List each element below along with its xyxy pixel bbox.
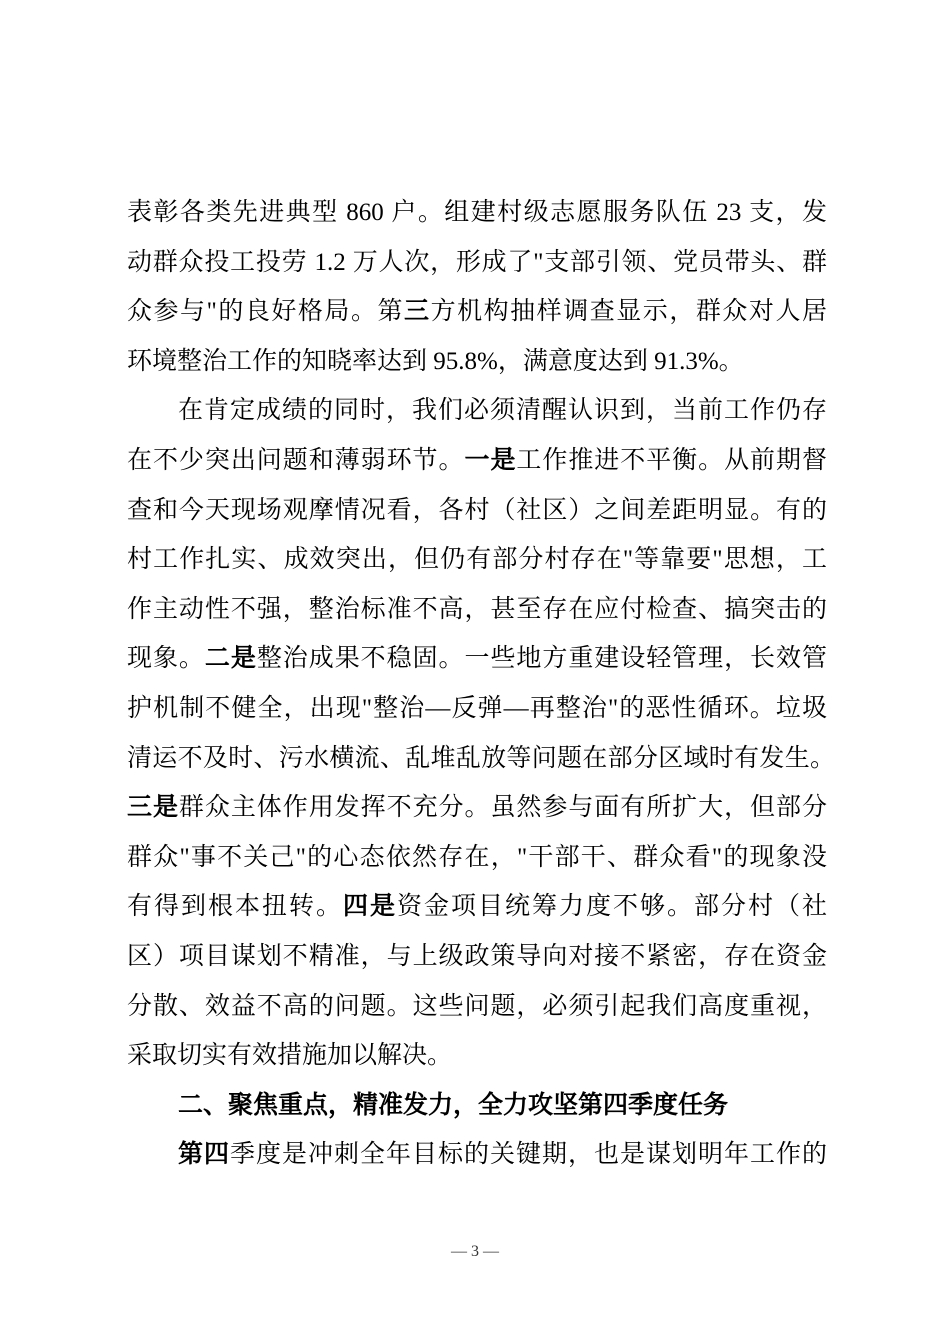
text-segment: 整治成果不稳固。一些地方重建设轻管理，长效管 <box>256 645 827 673</box>
text-line <box>127 1081 827 1131</box>
text-segment: 区）项目谋划不精准，与上级政策导向对接不紧密，存在资金 <box>127 942 827 970</box>
text-line <box>127 535 827 585</box>
text-segment: 环境整治工作的知晓率达到 95.8%，满意度达到 91.3%。 <box>127 347 744 375</box>
text-line <box>127 783 827 833</box>
text-segment: 表彰各类先进典型 860 户。组建村级志愿服务队伍 23 支，发 <box>127 199 827 226</box>
text-line <box>127 634 827 684</box>
text-segment: 查和今天现场观摩情况看，各村（社区）之间差距明显。有的 <box>127 496 827 524</box>
text-segment: 在不少突出问题和薄弱环节。 <box>127 446 465 474</box>
text-line <box>127 188 827 238</box>
text-segment: 在肯定成绩的同时，我们必须清醒认识到，当前工作仍存 <box>178 397 827 425</box>
text-line <box>127 982 827 1032</box>
bold-text-segment: 第四 <box>178 1141 230 1169</box>
bold-text-segment: 三是 <box>127 794 179 822</box>
text-segment: 采取切实有效措施加以解决。 <box>127 1042 453 1070</box>
text-line <box>127 882 827 932</box>
text-line <box>127 386 827 436</box>
bold-text-segment: 二是 <box>204 645 257 673</box>
text-segment: 季度是冲刺全年目标的关键期，也是谋划明年工作的 <box>230 1141 827 1169</box>
text-line <box>127 337 827 387</box>
text-segment: 工作推进不平衡。从前期督 <box>516 446 827 474</box>
text-segment: 现象。 <box>127 645 205 673</box>
text-segment: 有得到根本扭转。 <box>127 893 343 921</box>
text-segment: 护机制不健全，出现"整治—反弹—再整治"的恶性循环。垃圾 <box>127 694 827 722</box>
bold-text-segment: 四是 <box>343 893 397 921</box>
text-line <box>127 1031 827 1081</box>
text-line <box>127 833 827 883</box>
text-line <box>127 238 827 288</box>
bold-text-segment: 二、聚焦重点，精准发力，全力攻坚第四季度任务 <box>178 1091 729 1119</box>
text-line <box>127 287 827 337</box>
text-line <box>127 486 827 536</box>
text-segment: 动群众投工投劳 1.2 万人次，形成了"支部引领、党员带头、群 <box>127 248 827 276</box>
text-line <box>127 684 827 734</box>
text-segment: 群众主体作用发挥不充分。虽然参与面有所扩大，但部分 <box>178 794 827 822</box>
text-segment: 群众"事不关己"的心态依然存在，"干部干、群众看"的现象没 <box>127 843 827 871</box>
bold-text-segment: 三 <box>404 298 431 326</box>
text-line <box>127 436 827 486</box>
text-segment: 资金项目统筹力度不够。部分村（社 <box>397 893 827 921</box>
text-segment: 分散、效益不高的问题。这些问题，必须引起我们高度重视， <box>127 992 827 1020</box>
text-segment: 作主动性不强，整治标准不高，甚至存在应付检查、搞突击的 <box>127 595 827 623</box>
text-segment: 方机构抽样调查显示，群众对人居 <box>430 298 827 326</box>
text-segment: 村工作扎实、成效突出，但仍有部分村存在"等靠要"思想，工 <box>127 546 827 574</box>
text-line <box>127 585 827 635</box>
text-segment: 众参与"的良好格局。第 <box>127 298 405 326</box>
bold-text-segment: 一是 <box>464 446 517 474</box>
text-segment: 清运不及时、污水横流、乱堆乱放等问题在部分区域时有发生。 <box>127 744 835 772</box>
page-number: — 3 — <box>451 1243 499 1260</box>
text-line <box>127 734 835 784</box>
document-body <box>127 188 835 1180</box>
text-line <box>127 932 827 982</box>
text-line <box>127 1130 827 1180</box>
